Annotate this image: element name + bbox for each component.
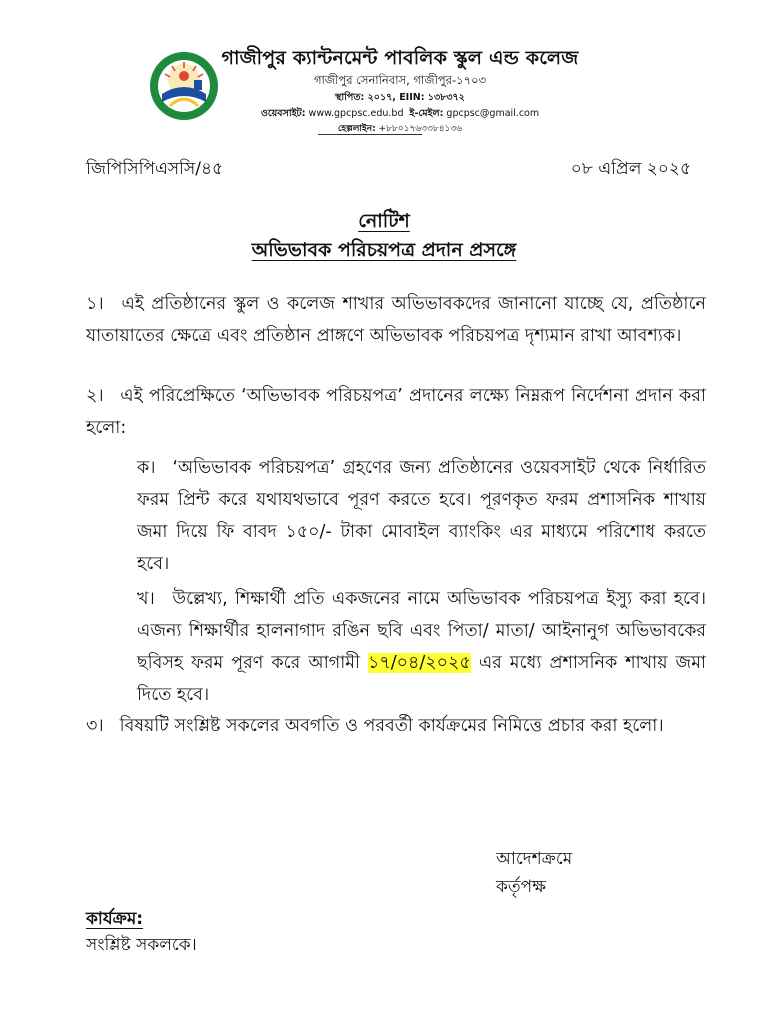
- sub-paragraph-text-end: এর মধ্যে প্রশাসনিক শাখায় জমা দিতে হবে।: [137, 653, 706, 705]
- signature-by-order: আদেশক্রমে: [496, 849, 573, 869]
- email-label: ই-মেইল:: [409, 108, 444, 119]
- institution-address: গাজীপুর সেনানিবাস, গাজীপুর-১৭০৩: [313, 73, 487, 87]
- header-divider: [318, 134, 422, 135]
- institution-name: গাজীপুর ক্যান্টনমেন্ট পাবলিক স্কুল এন্ড কলেজ: [221, 47, 579, 69]
- helpline-number: +৮৮০১৭৬৩৩৮৪১৩৬: [378, 124, 463, 134]
- notice-subject: অভিভাবক পরিচয়পত্র প্রদান প্রসঙ্গে: [251, 239, 517, 261]
- distribution-recipients: সংশ্লিষ্ট সকলকে।: [86, 935, 197, 955]
- paragraph-text: এই পরিপ্রেক্ষিতে ‘অভিভাবক পরিচয়পত্র’ প্রদানের লক্ষ্যে নিম্নরূপ নির্দেশনা প্রদান করা হলো:: [86, 386, 706, 438]
- website-link[interactable]: www.gpcpsc.edu.bd: [308, 108, 404, 119]
- email-link[interactable]: gpcpsc@gmail.com: [446, 108, 540, 119]
- paragraph-number: ১।: [86, 294, 104, 314]
- paragraph-2: [86, 380, 706, 444]
- paragraph-3: [86, 710, 706, 742]
- sub-paragraph-ka: [137, 452, 706, 580]
- sub-paragraph-number: ক।: [137, 458, 156, 478]
- notice-title: নোটিশ: [358, 210, 410, 232]
- school-logo-icon: [148, 50, 220, 122]
- sub-paragraph-number: খ।: [137, 589, 155, 609]
- deadline-date-highlight: ১৭/০৪/২০২৫: [368, 653, 471, 673]
- paragraph-number: ৩।: [86, 716, 104, 736]
- memo-date: ০৮ এপ্রিল ২০২৫: [570, 159, 691, 179]
- sub-paragraph-text: ‘অভিভাবক পরিচয়পত্র’ গ্রহণের জন্য প্রতিষ্ঠানের ওয়েবসাইট থেকে নির্ধারিত ফরম প্রিন্ট করে যথাযথভাবে পূরণ করতে হবে। পূরণকৃত ফরম প্রশাসনিক শাখায় জমা দিয়ে ফি বাবদ ১৫০/- টাকা মোবাইল ব্যাংকিং এর মাধ্যমে পরিশোধ করতে হবে।: [137, 458, 706, 574]
- signature-authority: কর্তৃপক্ষ: [496, 877, 546, 897]
- memo-reference: জিপিসিপিএসসি/৪৫: [86, 159, 224, 179]
- paragraph-1: [86, 288, 706, 352]
- paragraph-text: বিষয়টি সংশ্লিষ্ট সকলের অবগতি ও পরবর্তী কার্যক্রমের নিমিত্তে প্রচার করা হলো।: [119, 716, 664, 736]
- website-label: ওয়েবসাইট:: [260, 108, 306, 119]
- sub-paragraph-text: উল্লেখ্য, শিক্ষার্থী প্রতি একজনের নামে অভিভাবক পরিচয়পত্র ইস্যু করা হবে। এজন্য শিক্ষার্থীর হালনাগাদ রঙিন ছবি এবং পিতা/ মাতা/ আইনানুগ অভিভাবকের ছবিসহ ফরম পূরণ করে আগামী: [137, 589, 706, 673]
- distribution-heading: কার্যক্রম:: [86, 909, 144, 929]
- helpline-label: হেল্পলাইন:: [337, 124, 376, 134]
- institution-contacts: [220, 107, 580, 122]
- paragraph-number: ২।: [86, 386, 104, 406]
- institution-estd-eiin: স্থাপিত: ২০১৭, EIIN: ১৩৮৩৭২: [335, 92, 465, 103]
- paragraph-text: এই প্রতিষ্ঠানের স্কুল ও কলেজ শাখার অভিভাবকদের জানানো যাচ্ছে যে, প্রতিষ্ঠানে যাতায়াতের ক্ষেত্রে এবং প্রতিষ্ঠান প্রাঙ্গণে অভিভাবক পরিচয়পত্র দৃশ্যমান রাখা আবশ্যক।: [86, 294, 706, 346]
- sub-paragraph-kha: [137, 583, 706, 711]
